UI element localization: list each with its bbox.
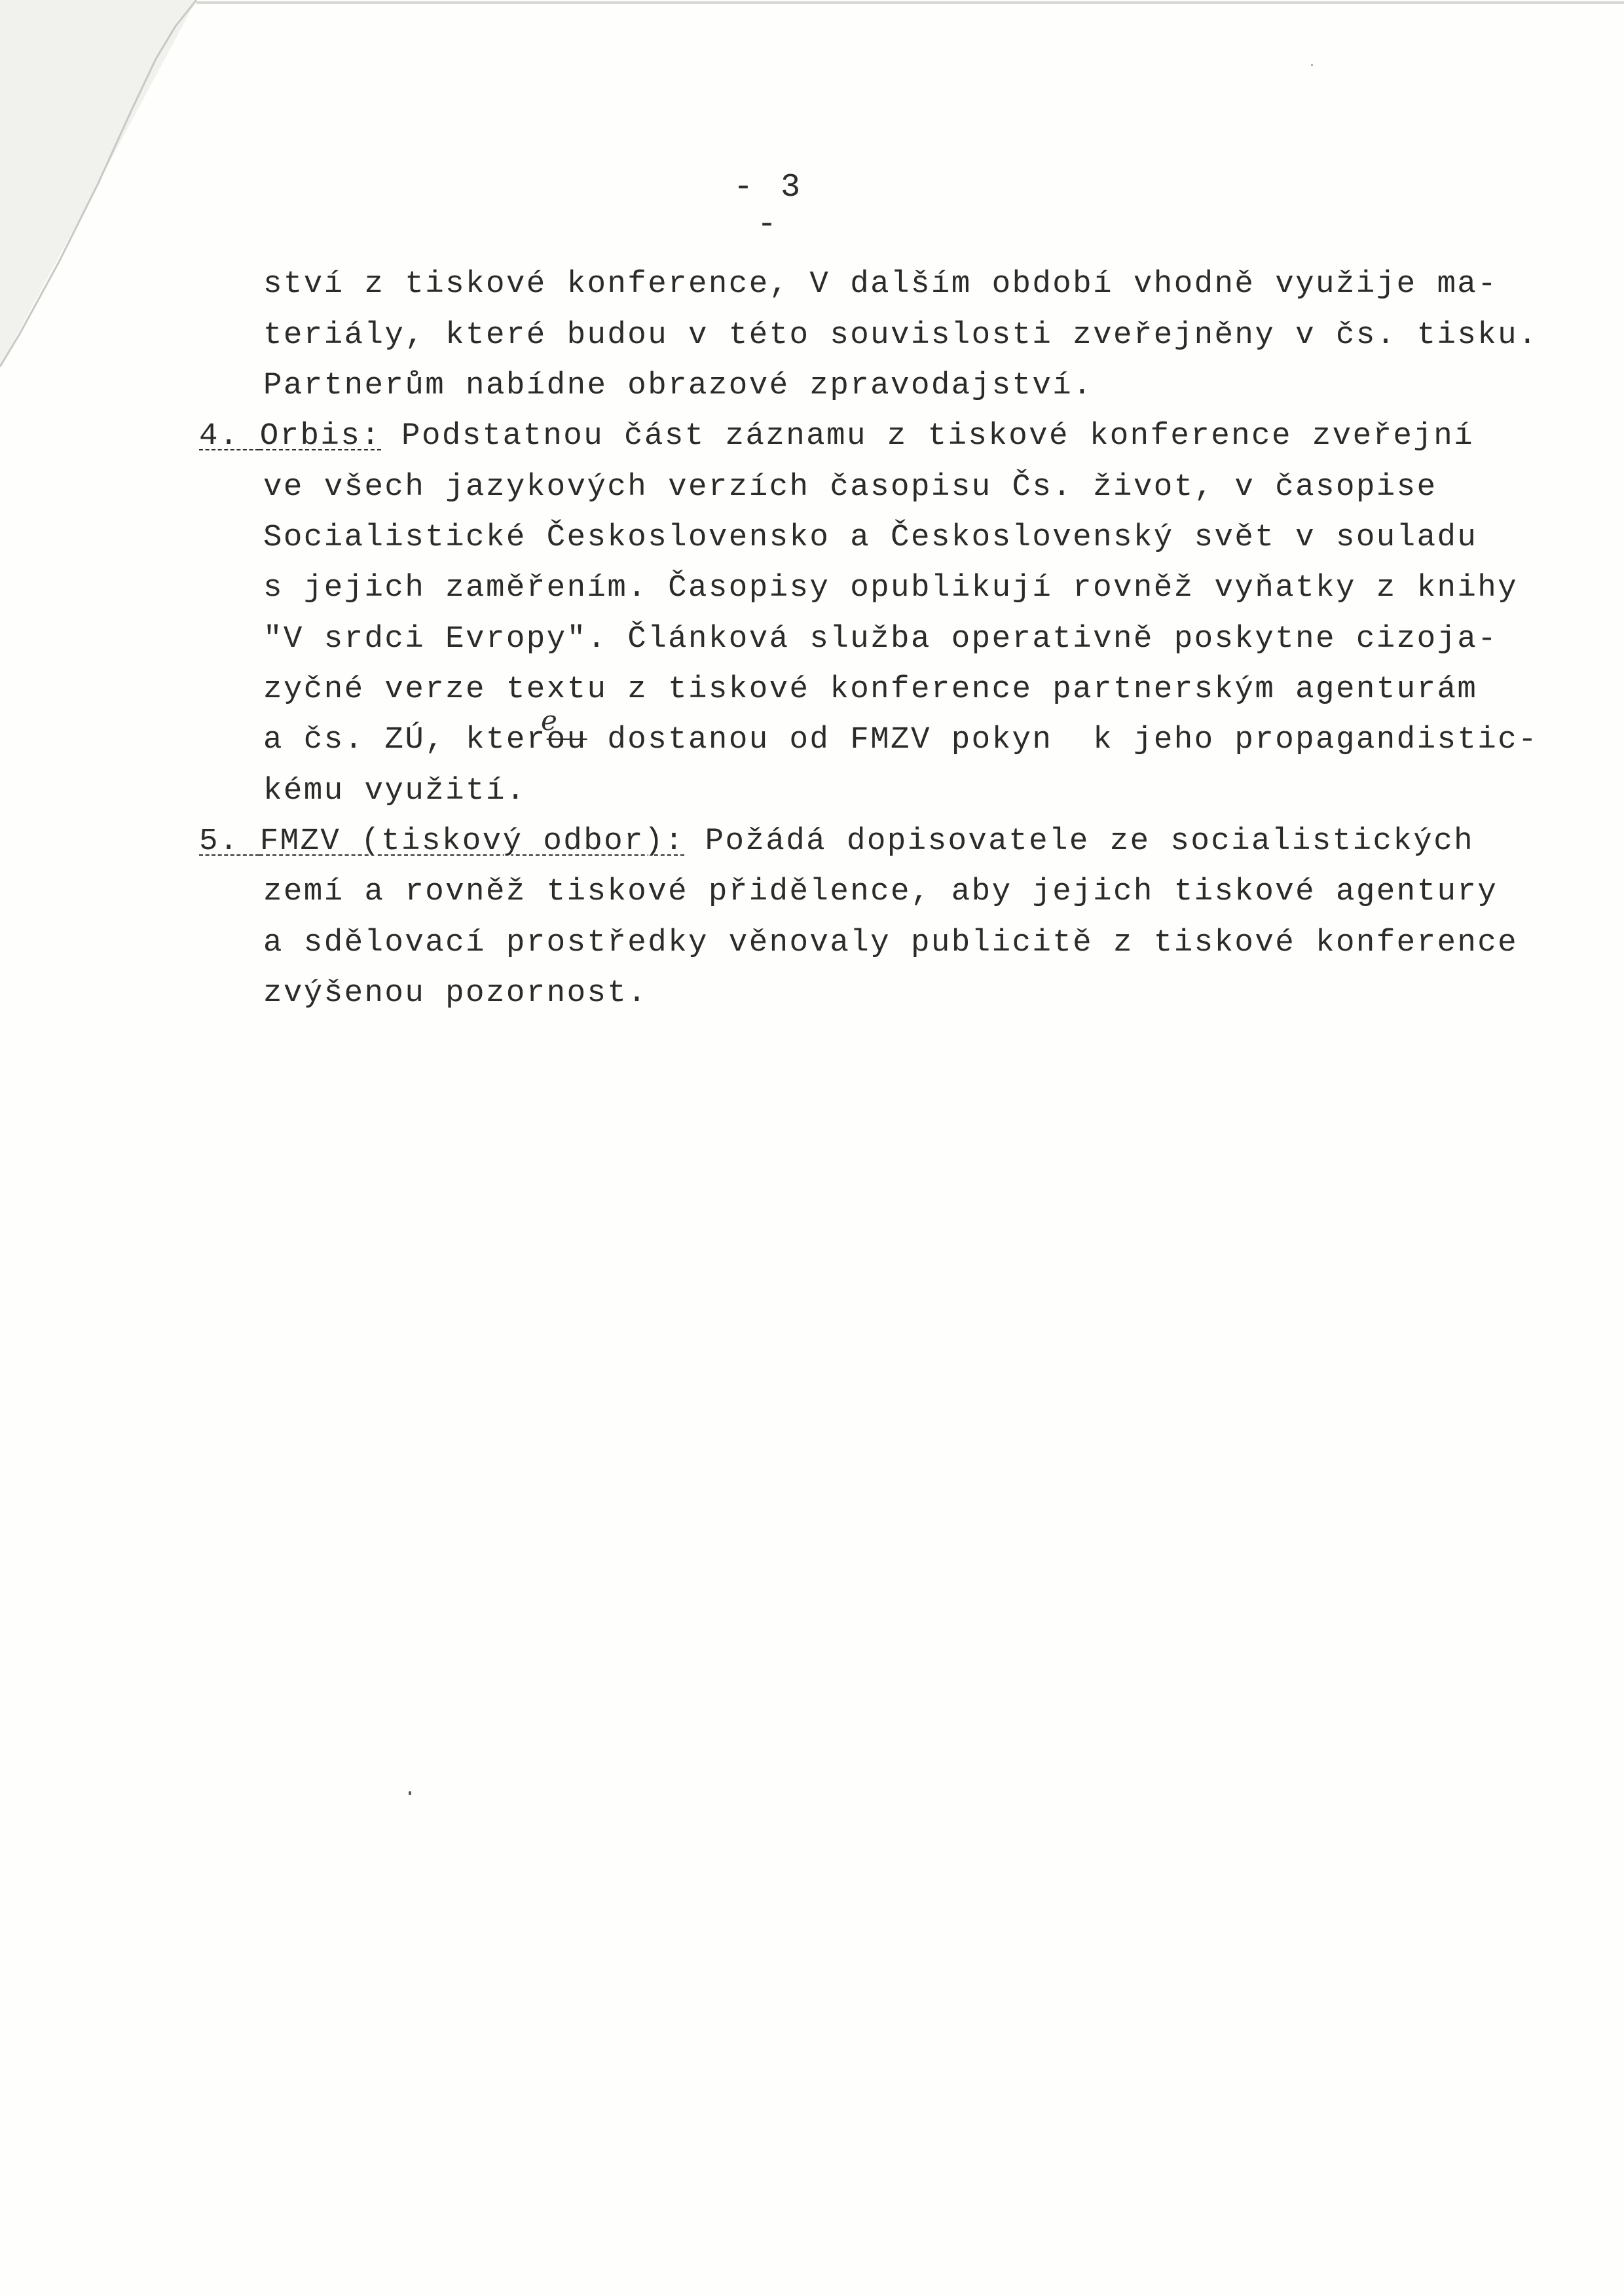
item-heading-fmzv: FMZV (tiskový odbor): xyxy=(259,824,685,859)
body-line: zemí a rovněž tiskové přidělence, aby jejich tiskové agentury xyxy=(263,874,1498,909)
struck-text: ou xyxy=(546,722,587,757)
body-line: s jejich zaměřením. Časopisy opublikují rovněž vyňatky z knihy xyxy=(263,570,1519,606)
item-marker: 4. xyxy=(199,418,260,454)
body-line: Partnerům nabídne obrazové zpravodajství. xyxy=(263,368,1094,403)
body-text: Požádá dopisovatele ze socialistických xyxy=(684,824,1474,859)
body-text: Podstatnou část záznamu z tiskové konference zveřejní xyxy=(381,418,1475,454)
list-item-5 xyxy=(199,822,1474,861)
paper-speck xyxy=(1311,64,1313,66)
body-line: zyčné verze textu z tiskové konference partnerským agenturám xyxy=(263,672,1478,707)
item-marker: 5. xyxy=(199,824,260,859)
body-text: dostanou od FMZV pokyn k jeho propagandistic- xyxy=(587,722,1539,757)
handwritten-correction: e xyxy=(541,704,557,737)
body-line-with-correction xyxy=(263,720,1538,759)
body-line: Socialistické Československo a Československý svět v souladu xyxy=(263,520,1478,555)
list-item-4 xyxy=(199,416,1474,456)
item-heading-orbis: Orbis: xyxy=(259,418,382,454)
body-line: a sdělovací prostředky věnovaly publicitě z tiskové konference xyxy=(263,925,1519,960)
page-number: - 3 - xyxy=(733,169,804,244)
body-line: ství z tiskové konference, V dalším období vhodně využije ma- xyxy=(263,266,1498,302)
body-line: zvýšenou pozornost. xyxy=(263,975,648,1011)
body-line: teriály, které budou v této souvislosti zveřejněny v čs. tisku. xyxy=(263,318,1538,353)
body-text: a čs. ZÚ, kter xyxy=(263,722,547,757)
paper-speck xyxy=(409,1791,411,1795)
body-line: kému využití. xyxy=(263,773,526,809)
body-line: "V srdci Evropy". Článková služba operativně poskytne cizoja- xyxy=(263,621,1498,657)
body-line: ve všech jazykových verzích časopisu Čs. život, v časopise xyxy=(263,469,1437,505)
